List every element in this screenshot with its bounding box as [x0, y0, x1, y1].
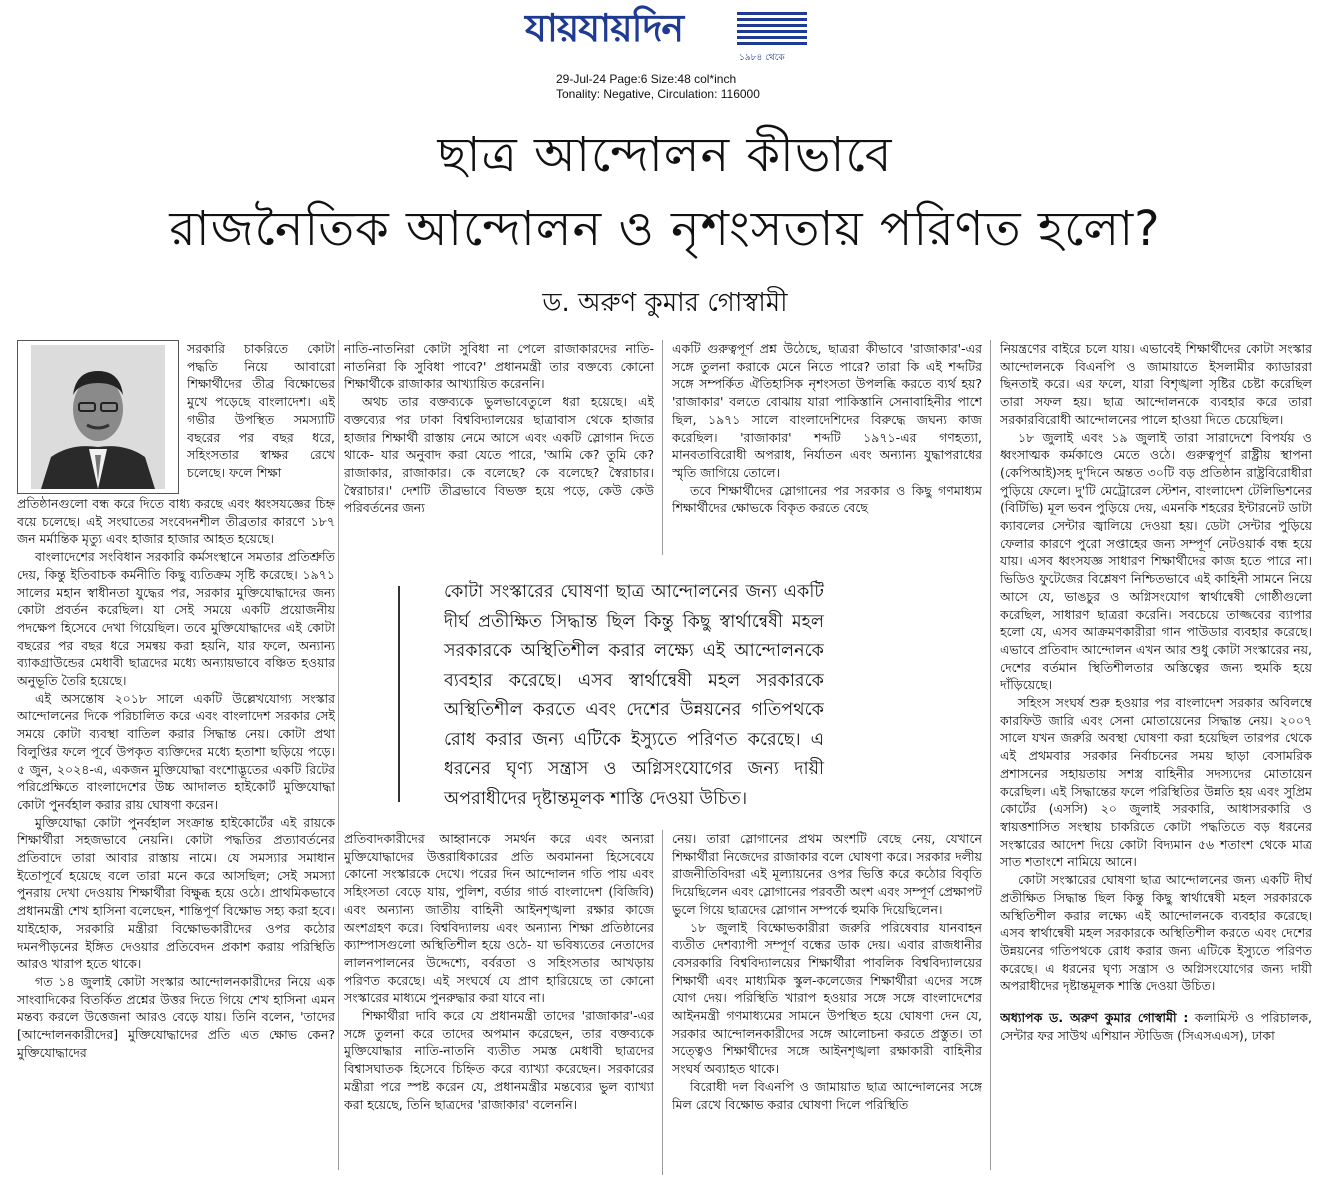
meta-line-2: Tonality: Negative, Circulation: 116000: [556, 87, 760, 101]
logo-lines-graphic: [737, 12, 807, 50]
column-rule: [338, 340, 339, 1170]
paragraph: অথচ তার বক্তব্যকে ভুলভাবেতুলে ধরা হয়েছে। এই বক্তব্যের পর ঢাকা বিশ্ববিদ্যালয়ের ছাত্রাবাস থেকে হাজার হাজার শিক্ষার্থী রাস্তায় নেমে আসে এবং একটি স্লোগান দিতে থাকে- যার অনুবাদ করা যেতে পারে, 'আমি কে? তুমি কে? রাজাকার, রাজাকার। কে বলেছে? কে বলেছে? স্বৈরাচার। স্বৈরাচার।' দেশটি তীব্রভাবে বিভক্ত হয়ে পড়ে, কেউ কেউ পরিবর্তনের জন্য: [344, 394, 654, 516]
logo-tagline: ১৯৮৪ থেকে: [739, 53, 785, 63]
headline-line-2: রাজনৈতিক আন্দোলন ও নৃশংসতায় পরিণত হলো?: [169, 201, 1161, 257]
paragraph: শিক্ষার্থীরা দাবি করে যে প্রধানমন্ত্রী তাদের 'রাজাকার'-এর সঙ্গে তুলনা করে তাদের অপমান করেছেন, তার বক্তব্যকে মুক্তিযোদ্ধার নাতি-নাতনি ব্যতীত সমস্ত মেধাবী ছাত্রদের বিশ্বাসঘাতক হিসেবে চিহ্নিত করে ব্যাখ্যা করেছেন। সরকারের মন্ত্রীরা পরে স্পষ্ট করেন যে, প্রধানমন্ত্রীর মন্তব্যের ভুল ব্যাখ্যা করা হয়েছে, তিনি ছাত্রদের 'রাজাকার' বলেননি।: [344, 1008, 654, 1112]
pullquote-bar: [398, 586, 400, 802]
paragraph: সহিংস সংঘর্ষ শুরু হওয়ার পর বাংলাদেশ সরকার অবিলম্বে কারফিউ জারি এবং সেনা মোতায়েনের সিদ্ধান্ত নেয়। ২০০৭ সালে যখন জরুরি অবস্থা ঘোষণা করা হয়েছিল তারপর থেকে এই প্রথমবার সরকার নির্বাচনের সময় ছাড়া বেসামরিক প্রশাসনের সহায়তায় সশস্ত্র বাহিনীর সদস্যদের মোতায়েন করেছিল। এই সিদ্ধান্তের ফলে পরিস্থিতির উন্নতি হয় এবং সুপ্রিম কোর্টের (এসসি) ২০ জুলাই সরকারি, আধাসরকারি ও স্বায়ত্তশাসিত সংস্থায় চাকরিতে কোটা পদ্ধতিতে বড় ধরনের সংস্কারের আদেশ দিয়ে কোটা বিদ্যমান ৫৬ শতাংশ থেকে মাত্র সাত শতাংশে নামিয়ে আনে।: [1000, 695, 1312, 870]
column-rule: [662, 830, 663, 1175]
col1-beside-photo: [187, 340, 335, 495]
author-photo-image: [31, 345, 165, 489]
author-photo: [17, 340, 179, 494]
newspaper-logo: যায়যায়দিন: [525, 6, 684, 50]
paragraph: প্রতিষ্ঠানগুলো বন্ধ করে দিতে বাধ্য করছে এবং ধ্বংসযজ্ঞের চিহ্ন বয়ে চলেছে। এই সংঘাতের সংবেদনশীল তীব্রতার কারণে ১৮৭ জন মর্মান্তিক মৃত্যু এবং হাজার হাজার আহত হয়েছে।: [17, 496, 335, 547]
paragraph: নিয়ন্ত্রণের বাইরে চলে যায়। এভাবেই শিক্ষার্থীদের কোটা সংস্কার আন্দোলনকে বিএনপি ও জামায়াতে ইসলামীর ক্যাডাররা ছিনতাই করে। এর ফলে, যারা বিশৃঙ্খলা সৃষ্টির চেষ্টা করেছিল তারা সফল হয়। ছাত্র আন্দোলনকে ব্যবহার করে তারা সরকারবিরোধী আন্দোলনের পালে হাওয়া দিতে চেয়েছিল।: [1000, 341, 1312, 427]
paragraph: একটি গুরুত্বপূর্ণ প্রশ্ন উঠেছে, ছাত্ররা কীভাবে 'রাজাকার'-এর সঙ্গে তুলনা করাকে মেনে নিতে পারে? তারা কি এই শব্দটির সঙ্গে সম্পর্কিত ঐতিহাসিক নৃশংসতা উপলব্ধি করতে ব্যর্থ হয়? 'রাজাকার' বলতে বোঝায় যারা পাকিস্তানি সেনাবাহিনীর পাশে ছিল, ১৯৭১ সালে বাংলাদেশিদের বিরুদ্ধে জঘন্য কাজ করেছিল। 'রাজাকার' শব্দটি ১৯৭১-এর গণহত্যা, মানবতাবিরোধী অপরাধ, নির্যাতন এবং অন্যান্য যুদ্ধাপরাধের স্মৃতি জাগিয়ে তোলে।: [672, 341, 982, 480]
paragraph: বাংলাদেশের সংবিধান সরকারি কর্মসংস্থানে সমতার প্রতিশ্রুতি দেয়, কিন্তু ইতিবাচক কর্মনীতি কিছু ব্যতিক্রম সৃষ্টি করেছে। ১৯৭১ সালের মহান স্বাধীনতা যুদ্ধের পর, সরকার মুক্তিযোদ্ধাদের জন্য কোটা প্রবর্তন করেছিল। যা সেই সময়ে একটি প্রয়োজনীয় পদক্ষেপ হিসেবে দেখা গিয়েছিল। তবে মুক্তিযোদ্ধাদের এই কোটা বছরের পর বছর ধরে সমন্বয় করা হয়নি, যার ফলে, অন্যান্য ব্যাকগ্রাউন্ডের মেধাবী ছাত্রদের মধ্যে অন্যায়ভাবে বঞ্চিত হওয়ার অনুভূতি তৈরি হয়েছে।: [17, 549, 335, 689]
signature-title: কলামিস্ট ও পরিচালক, সেন্টার ফর সাউথ এশিয়ান স্টাডিজ (সিএসএএস), ঢাকা: [1000, 1010, 1312, 1043]
column-3-top: [672, 340, 982, 555]
column-4: [1000, 340, 1312, 1175]
masthead: [525, 6, 815, 63]
paragraph: প্রতিবাদকারীদের আহ্বানকে সমর্থন করে এবং অন্যরা মুক্তিযোদ্ধাদের উত্তরাধিকারের প্রতি অবমাননা হিসেবেযে কোনো সংস্কারকে দেখে। পরের দিন আন্দোলন গতি পায় এবং সহিংসতা বেড়ে যায়, পুলিশ, বর্ডার গার্ড বাংলাদেশ (বিজিবি) এবং অন্যান্য জাতীয় বাহিনী আইনশৃঙ্খলা রক্ষার কাজে অংশগ্রহণ করে। বিশ্ববিদ্যালয় এবং অন্যান্য শিক্ষা প্রতিষ্ঠানের ক্যাম্পাসগুলো অস্থিতিশীল হয়ে ওঠে- যা ভবিষ্যতের নেতাদের লালনপালনের উদ্দেশ্যে, বর্বরতা ও সহিংসতার আখড়ায় পরিণত করেছে। এই সংঘর্ষে যে প্রাণ হারিয়েছে তা কোনো সংস্কারের মাধ্যমে পুনরুদ্ধার করা যাবে না।: [344, 831, 654, 1006]
paragraph: বিরোধী দল বিএনপি ও জামায়াত ছাত্র আন্দোলনের সঙ্গে মিল রেখে বিক্ষোভ করার ঘোষণা দিলে পরিস্থিতি: [672, 1078, 982, 1112]
column-rule: [662, 340, 663, 555]
signature-name: অধ্যাপক ড. অরুণ কুমার গোস্বামী :: [1000, 1010, 1189, 1026]
paragraph: তবে শিক্ষার্থীদের স্লোগানের পর সরকার ও কিছু গণমাধ্যম শিক্ষার্থীদের ক্ষোভকে বিকৃত করতে বেছে: [672, 482, 982, 516]
paragraph: এই অসন্তোষ ২০১৮ সালে একটি উল্লেখযোগ্য সংস্কার আন্দোলনের দিকে পরিচালিত করে এবং বাংলাদেশ সরকার সেই সময়ে কোটা ব্যবস্থা বাতিল করার সিদ্ধান্ত নেয়। কোটা প্রথা বিলুপ্তির ফলে পূর্বে উপকৃত ব্যক্তিদের মধ্যে হতাশা ছড়িয়ে পড়ে। ৫ জুন, ২০২৪-এ, একজন মুক্তিযোদ্ধা বংশোদ্ভূতের একটি রিটের পরিপ্রেক্ষিতে বাংলাদেশের উচ্চ আদালত হাইকোর্ট মুক্তিযোদ্ধা কোটা পুনর্বহাল করার রায় ঘোষণা করেন।: [17, 690, 335, 812]
byline: ড. অরুণ কুমার গোস্বামী: [542, 288, 788, 318]
paragraph: সরকারি চাকরিতে কোটা পদ্ধতি নিয়ে আবারো শিক্ষার্থীদের তীব্র বিক্ষোভের মুখে পড়েছে বাংলাদেশ। এই গভীর উপস্থিত সমস্যাটি বছরের পর বছর ধরে, সহিংসতার স্বাক্ষর রেখে চলেছে। ফলে শিক্ষা: [187, 341, 335, 480]
column-2-top: [344, 340, 654, 555]
paragraph: মুক্তিযোদ্ধা কোটা পুনর্বহাল সংক্রান্ত হাইকোর্টের এই রায়কে শিক্ষার্থীরা সহজভাবে নেয়নি। কোটা পদ্ধতির প্রত্যাবর্তনের প্রতিবাদে তারা আবার রাস্তায় নামে। যে সমস্যার সমাধান ইতোপূর্বে হয়েছে বলে তারা মনে করে আসছিল; সেই সমস্যা পুনরায় দেখা দেওয়ায় শিক্ষার্থীরা বিক্ষুব্ধ হয়ে ওঠে। প্রাথমিকভাবে প্রধানমন্ত্রী শেখ হাসিনা বলেছেন, শান্তিপূর্ণ বিক্ষোভ সহ্য করা হবে। যাইহোক, সরকারি মন্ত্রীরা বিক্ষোভকারীদের ওপর কঠোর দমনপীড়নের ইঙ্গিত দেওয়ার প্রতিবেদন প্রকাশ করায় পরিস্থিতি আরও খারাপ হতে থাকে।: [17, 814, 335, 972]
paragraph: নেয়। তারা স্লোগানের প্রথম অংশটি বেছে নেয়, যেখানে শিক্ষার্থীরা নিজেদের রাজাকার বলে ঘোষণা করে। সরকার দলীয় রাজনীতিবিদরা এই মূল্যায়নের ওপর ভিত্তি করে কঠোর বিবৃতি দিয়েছিলেন এবং স্লোগানের পরবর্তী অংশ এবং সম্পূর্ণ প্রেক্ষাপট ভুলে গিয়ে ছাত্রদের স্লোগান সম্পর্কে হুমকি দিয়েছিলেন।: [672, 831, 982, 917]
paragraph: ১৮ জুলাই বিক্ষোভকারীরা জরুরি পরিষেবার যানবাহন ব্যতীত দেশব্যাপী সম্পূর্ণ বন্ধের ডাক দেয়। এবার রাজধানীর বেসরকারি বিশ্ববিদ্যালয়ের শিক্ষার্থীরা পাবলিক বিশ্ববিদ্যালয়ের শিক্ষার্থী এবং মাধ্যমিক স্কুল-কলেজের শিক্ষার্থীরা এদের সঙ্গে যোগ দেয়। পরিস্থিতি খারাপ হওয়ার সঙ্গে সঙ্গে বাংলাদেশের আইনমন্ত্রী গণমাধ্যমের সামনে উপস্থিত হয়ে ঘোষণা দেন যে, সরকার আন্দোলনকারীদের সঙ্গে আলোচনা করতে প্রস্তুত। তা সত্ত্বেও শিক্ষার্থীদের সঙ্গে আইনশৃঙ্খলা রক্ষাকারী বাহিনীর সংঘর্ষ অব্যাহত থাকে।: [672, 919, 982, 1077]
pullquote: কোটা সংস্কারের ঘোষণা ছাত্র আন্দোলনের জন্য একটি দীর্ঘ প্রতীক্ষিত সিদ্ধান্ত ছিল কিন্তু কিছু স্বার্থান্বেষী মহল সরকারকে অস্থিতিশীল করার লক্ষ্যে এই আন্দোলনকে ব্যবহার করেছে। এসব স্বার্থান্বেষী মহল সরকারকে অস্থিতিশীল করতে এবং দেশের উন্নয়নের গতিপথকে রোধ করার জন্য এটিকে ইস্যুতে পরিণত করেছে। এ ধরনের ঘৃণ্য সন্ত্রাস ও অগ্নিসংযোগের জন্য দায়ী অপরাধীদের দৃষ্টান্তমূলক শাস্তি দেওয়া উচিত।: [444, 582, 824, 809]
column-1: [17, 495, 335, 1175]
column-2-bottom: [344, 830, 654, 1175]
column-rule: [990, 340, 991, 1170]
author-signature: [1000, 1009, 1312, 1044]
paragraph: গত ১৪ জুলাই কোটা সংস্কার আন্দোলনকারীদের নিয়ে এক সাংবাদিকের বিতর্কিত প্রশ্নের উত্তর দিতে গিয়ে শেখ হাসিনা এমন মন্তব্য করলে উত্তেজনা আরও বেড়ে যায়। তিনি বলেন, 'তাদের [আন্দোলনকারীদের] মুক্তিযোদ্ধাদের প্রতি এত ক্ষোভ কেন? মুক্তিযোদ্ধাদের: [17, 973, 335, 1060]
column-3-bottom: [672, 830, 982, 1175]
clipping-meta: [556, 72, 760, 102]
meta-line-1: 29-Jul-24 Page:6 Size:48 col*inch: [556, 72, 737, 86]
headline-line-1: ছাত্র আন্দোলন কীভাবে: [437, 127, 893, 183]
paragraph: কোটা সংস্কারের ঘোষণা ছাত্র আন্দোলনের জন্য একটি দীর্ঘ প্রতীক্ষিত সিদ্ধান্ত ছিল কিন্তু কিছু স্বার্থান্বেষী মহল সরকারকে অস্থিতিশীল করার লক্ষ্যে এই আন্দোলনকে ব্যবহার করেছে। এসব স্বার্থান্বেষী মহল সরকারকে অস্থিতিশীল করতে এবং দেশের উন্নয়নের গতিপথকে রোধ করার জন্য এটিকে ইস্যুতে পরিণত করেছে। এ ধরনের ঘৃণ্য সন্ত্রাস ও অগ্নিসংযোগের জন্য দায়ী অপরাধীদের দৃষ্টান্তমূলক শাস্তি দেওয়া উচিত।: [1000, 872, 1312, 994]
paragraph: ১৮ জুলাই এবং ১৯ জুলাই তারা সারাদেশে বিপর্যয় ও ধ্বংসাত্মক কর্মকাণ্ডে মেতে ওঠে। গুরুত্বপূর্ণ রাষ্ট্রীয় স্থাপনা (কেপিআই)সহ দু'দিনে অন্তত ৩০টি বড় প্রতিষ্ঠান রাষ্ট্রবিরোধীরা পুড়িয়ে ফেলে। দু'টি মেট্রোরেল স্টেশন, বাংলাদেশ টেলিভিশনের (বিটিভি) মূল ভবন পুড়িয়ে দেয়, এমনকি শহরের ইন্টারনেট ডাটা ক্যাবলের সেন্টার জ্বালিয়ে দেওয়া হয়। ডেটা সেন্টার পুড়িয়ে ফেলার কারণে পুরো সপ্তাহের জন্য সম্পূর্ণ নেটওয়ার্ক বন্ধ হয়ে যায়। এসব ধ্বংসযজ্ঞ সাধারণ শিক্ষার্থীদের কাজ হতে পারে না। ভিডিও ফুটেজের বিশ্লেষণ নিশ্চিতভাবে এই কাহিনী সামনে নিয়ে আসে যে, ভাঙচুর ও অগ্নিসংযোগ স্বার্থান্বেষী গোষ্ঠীগুলো করেছিল, সাধারণ ছাত্ররা করেনি। সবচেয়ে তাজ্জবের ব্যাপার হলো যে, এসব আক্রমণকারীরা গান পাউডার ব্যবহার করেছে। এভাবে প্রতিবাদ আন্দোলন এখন আর শুধু কোটা সংস্কারের নয়, দেশের বর্তমান স্থিতিশীলতার অস্তিত্বের জন্য হুমকি হয়ে দাঁড়িয়েছে।: [1000, 429, 1312, 693]
paragraph: নাতি-নাতনিরা কোটা সুবিধা না পেলে রাজাকারদের নাতি-নাতনিরা কি সুবিধা পাবে?' প্রধানমন্ত্রী তার বক্তব্যে কোনো শিক্ষার্থীকে রাজাকার আখ্যায়িত করেননি।: [344, 341, 654, 392]
